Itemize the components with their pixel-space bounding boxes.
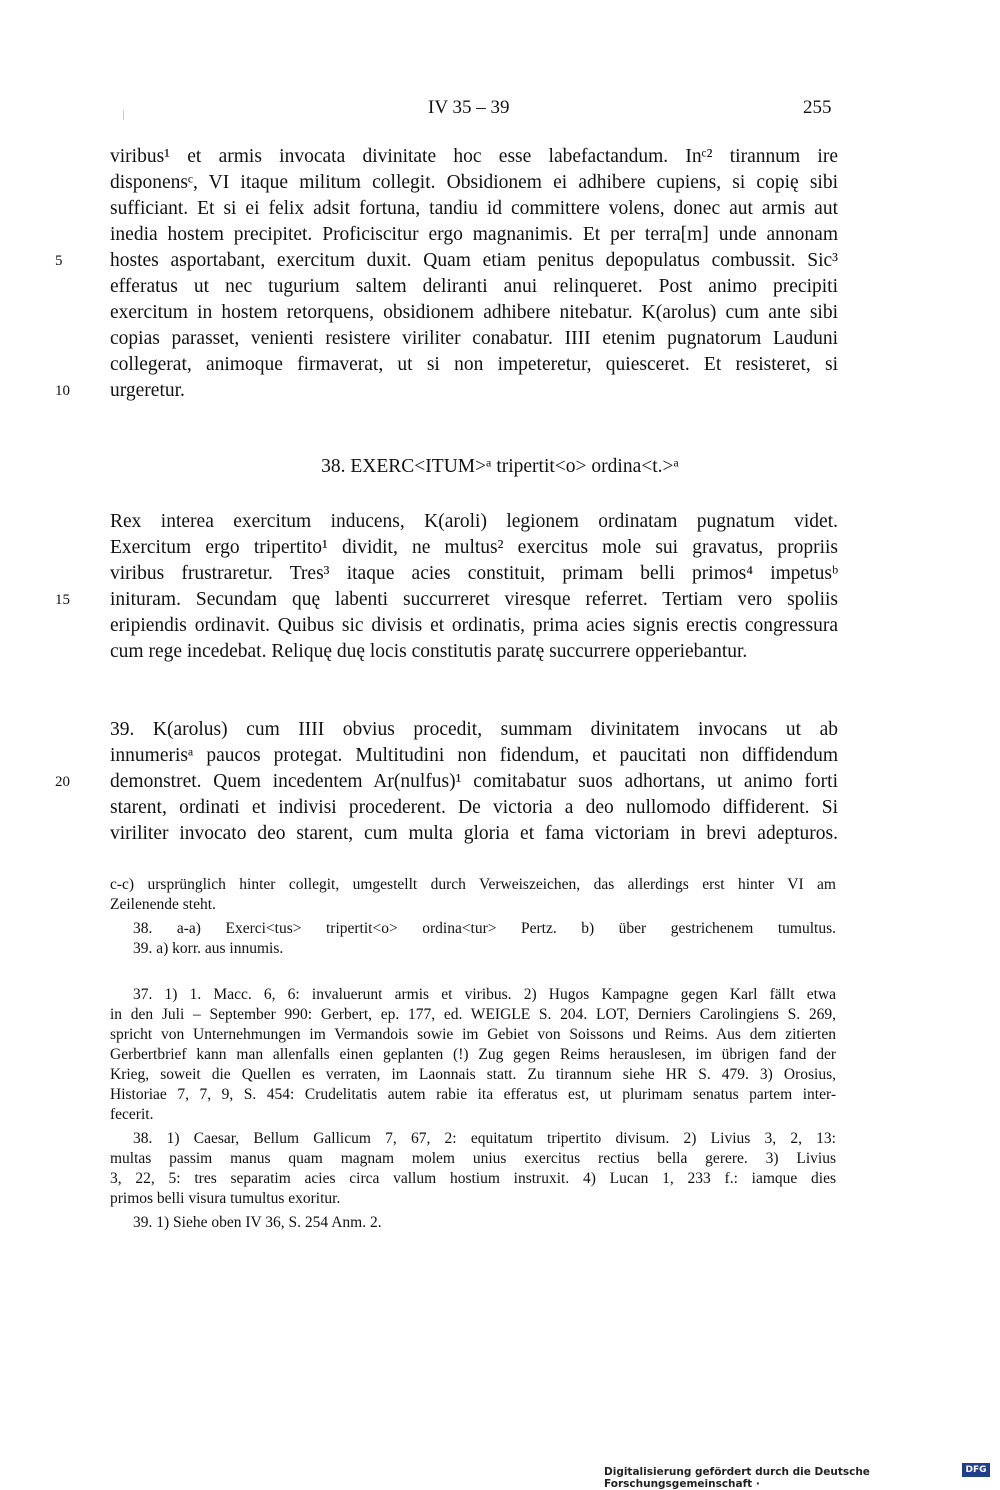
line-number: 15 [55, 592, 70, 608]
source-note: primos belli visura tumultus exoritur. [110, 1190, 341, 1207]
text-line: urgeretur. [110, 380, 185, 401]
line-number: 20 [55, 774, 70, 790]
text-line: Exercitum ergo tripertito¹ dividit, ne multus² exercitus mole sui gravatus, propriis [110, 537, 838, 558]
text-line: viribus frustraretur. Tres³ itaque acies constituit, primam belli primos⁴ impetusᵇ [110, 563, 838, 584]
text-line: eripiendis ordinavit. Quibus sic divisis et ordinatis, prima acies signis erectis congressura [110, 615, 838, 636]
source-note: 3, 22, 5: tres separatim acies circa vallum hostium instruxit. 4) Lucan 1, 233 f.: iamque dies [110, 1170, 836, 1187]
text-line: disponensᶜ, VI itaque militum collegit. Obsidionem ei adhibere cupiens, si copię sibi [110, 172, 838, 193]
text-line: Rex interea exercitum inducens, K(aroli) legionem ordinatam pugnatum videt. [110, 511, 838, 532]
source-note: Gerbertbrief kann man allenfalls einen geplanten (!) Zug gegen Reims herauslesen, im übrigen fand der [110, 1046, 836, 1063]
page-number: 255 [803, 97, 832, 118]
source-note: 37. 1) 1. Macc. 6, 6: invaluerunt armis et viribus. 2) Hugos Kampagne gegen Karl fällt etwa [133, 986, 836, 1003]
text-line: inedia hostem precipitet. Proficiscitur ergo magnanimis. Et per terra[m] unde annonam [110, 224, 838, 245]
dfg-logo-icon: DFG [962, 1463, 990, 1477]
text-line: copias parasset, venienti resistere viriliter conabatur. IIII etenim pugnatorum Lauduni [110, 328, 838, 349]
chapter-heading: 38. EXERC<ITUM>ᵃ tripertit<o> ordina<t.>ᵃ [321, 456, 679, 477]
text-line: inituram. Secundam quę labenti succurreret viresque referret. Tertiam vero spoliis [110, 589, 838, 610]
text-line: collegerat, animoque firmaverat, ut si non impeteretur, quiesceret. Et resisteret, si [110, 354, 838, 375]
source-note: Historiae 7, 7, 9, S. 454: Crudelitatis autem rabie ita efferatus est, ut plurimam senatus partem inter- [110, 1086, 836, 1103]
apparatus-note: c-c) ursprünglich hinter collegit, umgestellt durch Verweiszeichen, das allerdings erst hinter VI am [110, 876, 836, 893]
source-note: multas passim manus quam magnam molem unius exercitus rectius bella gerere. 3) Livius [110, 1150, 836, 1167]
text-line: demonstret. Quem incedentem Ar(nulfus)¹ comitabatur suos adhortans, ut animo forti [110, 771, 838, 792]
line-number: 5 [55, 253, 63, 269]
source-note: in den Juli – September 990: Gerbert, ep. 177, ed. WEIGLE S. 204. LOT, Derniers Carolingiens S. 269, [110, 1006, 836, 1023]
text-line: sufficiant. Et si ei felix adsit fortuna, tandiu id committere volens, donec aut armis aut [110, 198, 838, 219]
apparatus-note: Zeilenende steht. [110, 896, 216, 913]
text-line: viriliter invocato deo starent, cum multa gloria et fama victoriam in brevi adepturos. [110, 823, 838, 844]
text-line: hostes asportabant, exercitum duxit. Quam etiam penitus depopulatus combussit. Sic³ [110, 250, 838, 271]
text-line: viribus¹ et armis invocata divinitate hoc esse labefactandum. Inᶜ² tirannum ire [110, 146, 838, 167]
source-note: fecerit. [110, 1106, 154, 1123]
source-note: Krieg, soweit die Quellen es verraten, im Laonnais statt. Zu tirannum siehe HR S. 479. 3) Orosius, [110, 1066, 836, 1083]
apparatus-note: 38. a-a) Exerci<tus> tripertit<o> ordina<tur> Pertz. b) über gestrichenem tumultus. [133, 920, 836, 937]
text-line: cum rege incedebat. Reliquę duę locis constitutis paratę succurrere opperiebantur. [110, 641, 748, 662]
digitization-credit: Digitalisierung gefördert durch die Deutsche Forschungsgemeinschaft · [604, 1466, 870, 1490]
running-title: IV 35 – 39 [428, 97, 510, 118]
text-line: exercitum in hostem retorquens, obsidionem adhibere nitebatur. K(arolus) cum ante sibi [110, 302, 838, 323]
source-note: 38. 1) Caesar, Bellum Gallicum 7, 67, 2: equitatum tripertito divisum. 2) Livius 3, 2, 13: [133, 1130, 836, 1147]
text-line: 39. K(arolus) cum IIII obvius procedit, summam divinitatem invocans ut ab [110, 719, 838, 740]
source-note: 39. 1) Siehe oben IV 36, S. 254 Anm. 2. [133, 1214, 382, 1231]
text-line: starent, ordinati et indivisi procederent. De victoria a deo nullomodo diffiderent. Si [110, 797, 838, 818]
running-head [0, 97, 1000, 127]
text-line: innumerisᵃ paucos protegat. Multitudini non fidendum, et paucitati non diffidendum [110, 745, 838, 766]
source-note: spricht von Unternehmungen im Vermandois sowie im Gebiet von Soissons und Reims. Aus dem zitierten [110, 1026, 836, 1043]
apparatus-note: 39. a) korr. aus innumis. [133, 940, 284, 957]
text-line: efferatus ut nec tugurium saltem deliranti anui relinqueret. Post animo precipiti [110, 276, 838, 297]
line-number: 10 [55, 383, 70, 399]
